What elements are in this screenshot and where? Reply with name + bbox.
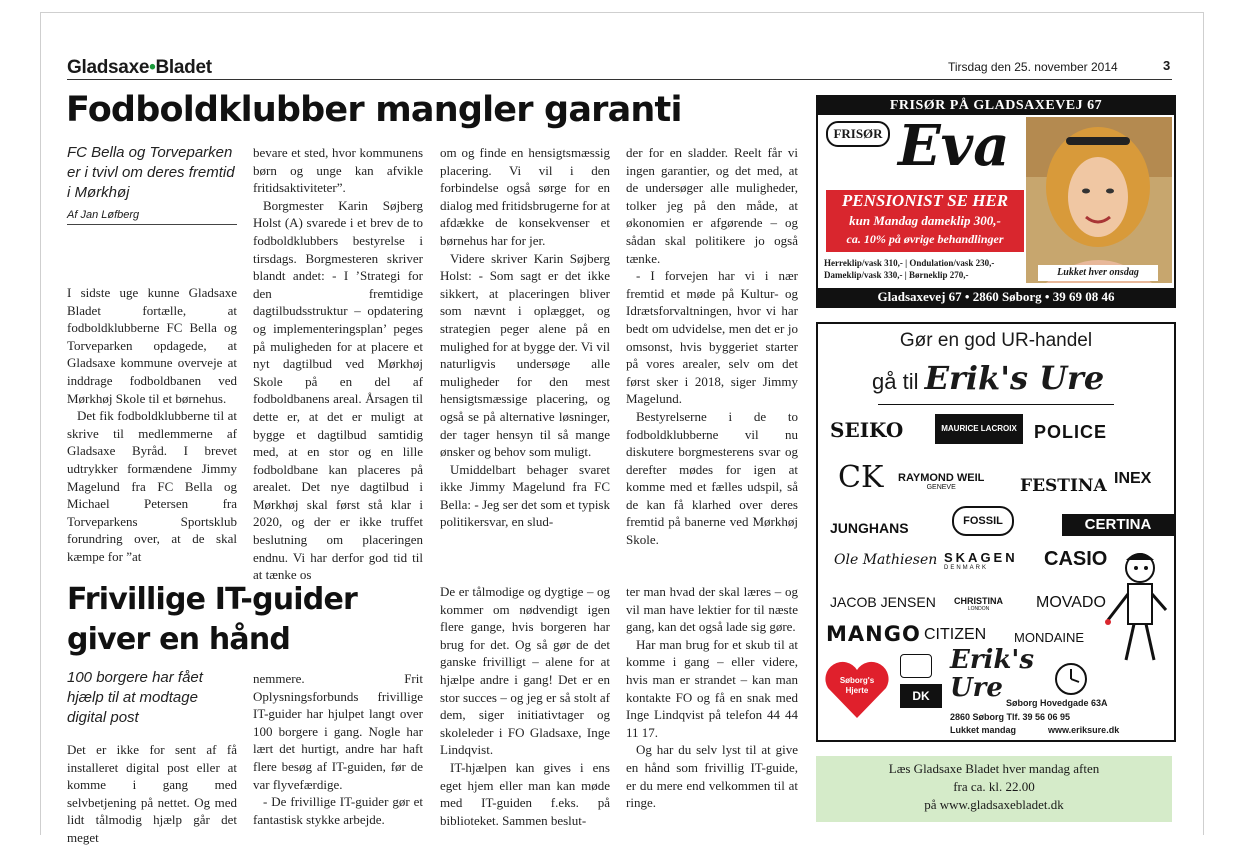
paragraph: Og har du selv lyst til at give en hånd som frivillig IT-guide, er du mere end velkommen til at ringe. — [626, 742, 798, 811]
brand-police: POLICE — [1034, 422, 1108, 442]
line2-prefix: gå til — [872, 369, 919, 394]
shop-name: Erik's Ure — [924, 359, 1105, 397]
article1-byline: Af Jan Løfberg — [67, 209, 237, 225]
promo-line: ca. 10% på øvrige behandlinger — [846, 232, 1004, 246]
dankort-icon: DK — [900, 684, 942, 708]
brand-junghans: JUNGHANS — [830, 520, 909, 536]
article2-headline — [67, 580, 357, 660]
clock-icon — [1054, 662, 1088, 696]
brand-fossil: FOSSIL — [952, 506, 1014, 536]
article1-column-2 — [253, 144, 423, 584]
brand-inex: INEX — [1114, 470, 1152, 487]
header-rule — [67, 79, 1172, 80]
diners-card-icon — [900, 654, 932, 678]
paragraph: der for en sladder. Reelt får vi ingen garantier, og det med, at de undersøger alle muligheder, tolker jeg på den måde, at økonomien er afgørende – og sådan skal politikere jo også tænke. — [626, 145, 798, 266]
ad-erik-address: Søborg Hovedgade 63A — [1006, 698, 1108, 708]
paragraph: ter man hvad der skal læres – og vil man have lektier for til næste gang, kan det også lade sig gøre. — [626, 584, 798, 635]
paragraph: - I forvejen har vi i nær fremtid et møde på Kultur- og Idrætsforvaltningen, hvor vi har bedt om udvidelse, men det er jo omsonst, hvis byggeriet starter på vores arealer, selv om det først sker i 2018, siger Jimmy Magelund. — [626, 268, 798, 407]
article1-subheading: FC Bella og Torveparken er i tvivl om deres fremtid i Mørkhøj — [67, 144, 235, 201]
paragraph: om og finde en hensigtsmæssig placering. Vi vil i den forbindelse også sørge for en dialog med fritidsbrugerne for at afdække de konsekvenser et børnehus har for jer. — [440, 145, 610, 248]
ad-eva-promo — [826, 190, 1024, 252]
mascot-illustration — [1100, 550, 1172, 670]
green-line: fra ca. kl. 22.00 — [953, 779, 1035, 794]
price-value: 270,- — [949, 270, 969, 280]
article2-column-4 — [626, 583, 798, 812]
ad-eva-frisor-label: FRISØR — [826, 121, 890, 147]
paragraph: Har man brug for et skub til at komme i gang – eller videre, hvis man er strandet – kan man kontakte FO og få en snak med Inge Lindqvist på telefon 44 44 11 17. — [626, 636, 798, 740]
brand-mango: MANGO — [826, 622, 921, 646]
ad-read-online — [816, 756, 1172, 822]
brand-citizen: CITIZEN — [924, 626, 987, 643]
brand-certina: CERTINA — [1062, 514, 1174, 536]
brand-sublabel: DENMARK — [944, 565, 989, 571]
ad-eriks-ure — [816, 322, 1176, 742]
paragraph: I sidste uge kunne Gladsaxe Bladet fortælle, at fodboldklubberne FC Bella og Torveparken opdagede, at Gladsaxe kommune overveje at inddrage fodboldbanen ved Mørkhøj Skole til et børnehus. — [67, 285, 237, 406]
promo-line: kun Mandag dameklip 300,- — [849, 213, 1001, 228]
brand-ck: CK — [838, 460, 884, 495]
price-label: Børneklip — [909, 270, 948, 280]
ad-erik-web: www.eriksure.dk — [1048, 725, 1120, 735]
ad-erik-logo: Erik's Ure — [950, 645, 1035, 703]
green-line: på www.gladsaxebladet.dk — [924, 797, 1064, 812]
price-value: 310,- — [884, 258, 903, 268]
page-number: 3 — [1163, 58, 1171, 73]
brand-skagen — [944, 550, 1018, 571]
brand-jacob-jensen: JACOB JENSEN — [830, 594, 936, 610]
article2-column-3 — [440, 583, 610, 829]
brand-sublabel: LONDON — [967, 606, 990, 612]
issue-date: Tirsdag den 25. november 2014 — [948, 60, 1118, 74]
brand-maurice-lacroix: MAURICE LACROIX — [935, 414, 1023, 444]
headline-line: giver en hånd — [67, 622, 291, 657]
brand-christina — [954, 596, 1003, 612]
ad-frisor-eva — [816, 95, 1176, 308]
ad-eva-header: FRISØR PÅ GLADSAXEVEJ 67 — [818, 97, 1174, 115]
ad-eva-closed: Lukket hver onsdag — [1038, 265, 1158, 281]
price-label: Herreklip/vask — [824, 258, 882, 268]
ad-erik-line1: Gør en god UR-handel — [899, 330, 1093, 351]
paragraph: - De frivillige IT-guider gør et fantastisk stykke arbejde. — [253, 794, 423, 827]
brand-seiko: SEIKO — [830, 418, 904, 442]
price-value: 230,- — [975, 258, 995, 268]
paragraph: IT-hjælpen kan gives i ens eget hjem eller man kan møde med IT-guiden f.eks. på biblioteket. Sammen beslut- — [440, 759, 610, 828]
promo-title: PENSIONIST SE HER — [841, 191, 1009, 210]
price-label: Ondulation/vask — [909, 258, 974, 268]
green-line: Læs Gladsaxe Bladet hver mandag aften — [888, 761, 1100, 776]
article1-sidebar — [67, 143, 237, 225]
paragraph: bevare et sted, hvor kommunens børn og unge kan afvikle fritidsaktiviteter”. — [253, 145, 423, 196]
paragraph: Umiddelbart behager svaret ikke Jimmy Magelund fra FC Bella: - Jeg ser det som et typisk politikersvar, en slud- — [440, 461, 610, 530]
paragraph: Det fik fodboldklubberne til at skrive til medlemmerne af Gladsaxe Byråd. I brevet udtrykker formændene Jimmy Magelund fra FC Bella og Michael Petersen fra Torveparkens Sportsklub forundring over, at de skal kæmpe for ”at — [67, 408, 237, 564]
article1-column-1 — [67, 284, 237, 566]
headline-line: Frivillige IT-guider — [67, 582, 358, 617]
paragraph: Borgmester Karin Søjberg Holst (A) svarede i et brev de to fodboldklubbers bestyrelse i tirsdags. Borgmesteren skriver blandt andet: - I ’Strategi for den fremtidige dagtilbudsstruktur – opdatering og implementeringsplan’ peges på muligheden for at placere et nyt dagtilbud ved Mørkhøj Skole på en del af fodboldbanens areal. Årsagen til dette er, at det er muligt at bygge et dagtilbud samtidig med, at en stor og en lille fodboldbane kan placeres på arealet. Det nye dagtilbud i Mørkhøj skal først stå klar i 2020, og der er ikke truffet beslutning om placeringen endnu. Vi har derfor god tid til at tænke os — [253, 197, 423, 583]
brand-casio: CASIO — [1044, 548, 1108, 570]
ad-eva-prices: Herreklip/vask 310,- | Ondulation/vask 230,- Dameklip/vask 330,- | Børneklip 270,- — [824, 258, 995, 280]
brand-mondaine: MONDAINE — [1014, 630, 1085, 645]
brand-label: SKAGEN — [944, 550, 1018, 565]
article1-column-3 — [440, 144, 610, 531]
paragraph: De er tålmodige og dygtige – og kommer om nødvendigt igen flere gange, hvis borgeren har brug for det. Og så gør de det ganske frivilligt – alene for at hjælpe andre i gang! Det er en stor succes – og jeg er så stolt af dem, siger initiativtager og skoleleder i FO Gladsaxe, Inge Lindqvist. — [440, 584, 610, 758]
divider — [878, 404, 1114, 405]
article1-column-4 — [626, 144, 798, 549]
heart-label: Søborg's Hjerte — [839, 676, 875, 695]
ad-eva-name: Eva — [898, 113, 1010, 179]
article2-column-2 — [253, 670, 423, 828]
paragraph: Bestyrelserne i de to fodboldklubberne vil nu diskutere borgmesterens svar og derefter mødes for igen at komme med et fælles udspil, så de kan få klarhed over deres fremtid på banerne ved Mørkhøj Skole. — [626, 408, 798, 548]
brand-label: CHRISTINA — [954, 596, 1003, 606]
article1-headline: Fodboldklubber mangler garanti — [66, 90, 682, 130]
brand-ole-mathiesen: Ole Mathiesen — [834, 552, 938, 568]
article2-subheading: 100 borgere har fået hjælp til at modtage digital post — [67, 669, 203, 726]
ad-erik-line2 — [872, 358, 1104, 402]
price-value: 330,- — [883, 270, 903, 280]
ad-eva-footer: Gladsaxevej 67 • 2860 Søborg • 39 69 08 46 — [818, 288, 1174, 306]
brand-sublabel: GENEVE — [926, 484, 956, 491]
brand-festina: FESTINA — [1020, 476, 1107, 496]
brand-raymond-weil — [898, 472, 984, 491]
ad-erik-city-tel: 2860 Søborg Tlf. 39 56 06 95 — [950, 712, 1071, 722]
price-label: Dameklip/vask — [824, 270, 882, 280]
brand-movado: MOVADO — [1036, 594, 1106, 611]
paragraph: Det er ikke for sent af få installeret digital post eller at komme i gang med selvbetjening på nettet. Og med lidt tålmodig hjælp går det meget — [67, 742, 237, 845]
ad-erik-closed: Lukket mandag — [950, 725, 1017, 735]
masthead: Gladsaxe•Bladet — [67, 57, 212, 78]
article2-column-1 — [67, 741, 237, 847]
brand-label: RAYMOND WEIL — [898, 472, 985, 484]
portrait-photo — [1026, 117, 1172, 283]
paragraph: nemmere. Frit Oplysningsforbunds frivillige IT-guider har hjulpet langt over 100 borgere i gang. Nogle har lært det hurtigt, andre har haft flere besøg af IT-guiden, før de var flyvefærdige. — [253, 671, 423, 792]
paragraph: Videre skriver Karin Søjberg Holst: - Som sagt er det ikke sikkert, at placeringen bliver som nævnt i oplægget, og strategien peger alene på en mulighed for at bygge der. Vi vil naturligvis undersøge alle muligheder for den mest hensigtsmæssige placering, og også se på alternative løsninger, der tager hensyn til så mange ønsker og behov som muligt. — [440, 250, 610, 460]
